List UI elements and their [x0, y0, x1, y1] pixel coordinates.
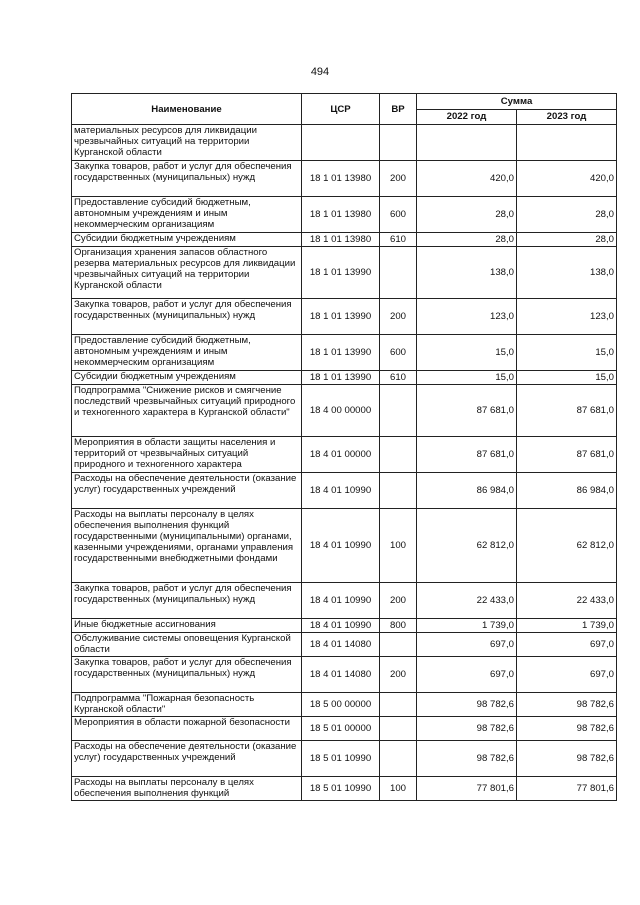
table-row	[72, 125, 617, 161]
row-csr: 18 1 01 13980	[302, 233, 380, 247]
row-csr: 18 5 00 00000	[302, 693, 380, 717]
row-name: Субсидии бюджетным учреждениям	[72, 233, 302, 247]
row-sum-2023: 28,0	[517, 197, 617, 233]
page-number: 494	[310, 66, 330, 78]
row-name: Подпрограмма "Снижение рисков и смягчение последствий чрезвычайных ситуаций природного и техногенного характера в Курганской области"	[72, 385, 302, 437]
row-sum-2023: 98 782,6	[517, 717, 617, 741]
header-year-2022: 2022 год	[417, 109, 517, 125]
row-name: Подпрограмма "Пожарная безопасность Курганской области"	[72, 693, 302, 717]
row-sum-2022: 28,0	[417, 233, 517, 247]
row-csr: 18 1 01 13990	[302, 371, 380, 385]
row-csr: 18 5 01 00000	[302, 717, 380, 741]
table-row	[72, 371, 617, 385]
row-sum-2023: 87 681,0	[517, 385, 617, 437]
header-csr: ЦСР	[302, 94, 380, 125]
row-csr: 18 4 01 14080	[302, 633, 380, 657]
row-sum-2022: 98 782,6	[417, 693, 517, 717]
row-sum-2022: 1 739,0	[417, 619, 517, 633]
row-vr: 200	[380, 657, 417, 693]
header-sum: Сумма	[417, 94, 617, 110]
table-row	[72, 299, 617, 335]
table-row	[72, 657, 617, 693]
row-name: Предоставление субсидий бюджетным, автономным учреждениям и иным некоммерческим организациям	[72, 335, 302, 371]
row-csr: 18 4 01 10990	[302, 509, 380, 583]
row-sum-2022: 15,0	[417, 335, 517, 371]
row-sum-2022: 697,0	[417, 657, 517, 693]
row-sum-2023: 15,0	[517, 371, 617, 385]
row-sum-2022: 420,0	[417, 161, 517, 197]
header-year-2023: 2023 год	[517, 109, 617, 125]
row-sum-2022: 22 433,0	[417, 583, 517, 619]
row-sum-2023: 15,0	[517, 335, 617, 371]
row-csr: 18 4 01 00000	[302, 437, 380, 473]
row-name: Иные бюджетные ассигнования	[72, 619, 302, 633]
row-csr: 18 1 01 13980	[302, 197, 380, 233]
row-sum-2023	[517, 125, 617, 161]
row-name: Расходы на выплаты персоналу в целях обеспечения выполнения функций	[72, 777, 302, 801]
table-row	[72, 197, 617, 233]
row-csr: 18 4 01 14080	[302, 657, 380, 693]
row-sum-2023: 420,0	[517, 161, 617, 197]
row-vr	[380, 633, 417, 657]
row-name: Расходы на обеспечение деятельности (оказание услуг) государственных учреждений	[72, 473, 302, 509]
row-vr: 100	[380, 509, 417, 583]
row-sum-2022	[417, 125, 517, 161]
row-vr	[380, 717, 417, 741]
row-sum-2022: 98 782,6	[417, 717, 517, 741]
row-name: Субсидии бюджетным учреждениям	[72, 371, 302, 385]
row-vr	[380, 385, 417, 437]
row-csr	[302, 125, 380, 161]
row-sum-2023: 138,0	[517, 247, 617, 299]
table-row	[72, 161, 617, 197]
row-csr: 18 4 01 10990	[302, 583, 380, 619]
row-name: Закупка товаров, работ и услуг для обеспечения государственных (муниципальных) нужд	[72, 657, 302, 693]
row-vr: 600	[380, 335, 417, 371]
row-csr: 18 5 01 10990	[302, 777, 380, 801]
row-vr: 200	[380, 299, 417, 335]
row-name: Предоставление субсидий бюджетным, автономным учреждениям и иным некоммерческим организациям	[72, 197, 302, 233]
row-name: Организация хранения запасов областного резерва материальных ресурсов для ликвидации чрезвычайных ситуаций на территории Курганской области	[72, 247, 302, 299]
table-row	[72, 437, 617, 473]
row-vr	[380, 437, 417, 473]
table-row	[72, 619, 617, 633]
row-vr: 100	[380, 777, 417, 801]
table-row	[72, 717, 617, 741]
row-sum-2022: 123,0	[417, 299, 517, 335]
row-vr	[380, 741, 417, 777]
row-sum-2022: 62 812,0	[417, 509, 517, 583]
row-name: Расходы на выплаты персоналу в целях обеспечения выполнения функций государственными (муниципальными) органами, казенными учреждениями, органами управления государственными внебюджетными фондами	[72, 509, 302, 583]
row-name: Расходы на обеспечение деятельности (оказание услуг) государственных учреждений	[72, 741, 302, 777]
row-sum-2023: 87 681,0	[517, 437, 617, 473]
row-name: Закупка товаров, работ и услуг для обеспечения государственных (муниципальных) нужд	[72, 161, 302, 197]
row-csr: 18 4 01 10990	[302, 473, 380, 509]
table-row	[72, 633, 617, 657]
row-name: Закупка товаров, работ и услуг для обеспечения государственных (муниципальных) нужд	[72, 583, 302, 619]
row-sum-2023: 28,0	[517, 233, 617, 247]
table-row	[72, 233, 617, 247]
table-row	[72, 741, 617, 777]
row-sum-2023: 697,0	[517, 657, 617, 693]
row-sum-2022: 87 681,0	[417, 385, 517, 437]
row-sum-2022: 98 782,6	[417, 741, 517, 777]
row-sum-2023: 123,0	[517, 299, 617, 335]
table-row	[72, 335, 617, 371]
row-csr: 18 1 01 13990	[302, 335, 380, 371]
row-sum-2023: 86 984,0	[517, 473, 617, 509]
row-csr: 18 5 01 10990	[302, 741, 380, 777]
row-csr: 18 4 00 00000	[302, 385, 380, 437]
table-body	[72, 125, 617, 801]
table-row	[72, 473, 617, 509]
header-name: Наименование	[72, 94, 302, 125]
table-row	[72, 385, 617, 437]
row-name: Закупка товаров, работ и услуг для обеспечения государственных (муниципальных) нужд	[72, 299, 302, 335]
budget-table	[71, 93, 617, 801]
row-sum-2023: 697,0	[517, 633, 617, 657]
row-sum-2022: 87 681,0	[417, 437, 517, 473]
row-sum-2022: 697,0	[417, 633, 517, 657]
table-row	[72, 693, 617, 717]
row-vr: 600	[380, 197, 417, 233]
row-vr	[380, 125, 417, 161]
row-sum-2022: 138,0	[417, 247, 517, 299]
row-csr: 18 4 01 10990	[302, 619, 380, 633]
row-vr: 610	[380, 233, 417, 247]
row-vr: 610	[380, 371, 417, 385]
table-row	[72, 777, 617, 801]
row-csr: 18 1 01 13980	[302, 161, 380, 197]
row-sum-2022: 15,0	[417, 371, 517, 385]
row-sum-2023: 62 812,0	[517, 509, 617, 583]
table-row	[72, 509, 617, 583]
row-sum-2023: 22 433,0	[517, 583, 617, 619]
row-name: Мероприятия в области пожарной безопасности	[72, 717, 302, 741]
row-sum-2022: 86 984,0	[417, 473, 517, 509]
row-sum-2023: 1 739,0	[517, 619, 617, 633]
row-name: Обслуживание системы оповещения Курганской области	[72, 633, 302, 657]
header-vr: ВР	[380, 94, 417, 125]
row-vr	[380, 247, 417, 299]
row-sum-2023: 77 801,6	[517, 777, 617, 801]
table-row	[72, 583, 617, 619]
row-name: материальных ресурсов для ликвидации чрезвычайных ситуаций на территории Курганской области	[72, 125, 302, 161]
row-vr: 200	[380, 161, 417, 197]
table-header	[72, 94, 617, 125]
row-csr: 18 1 01 13990	[302, 247, 380, 299]
row-csr: 18 1 01 13990	[302, 299, 380, 335]
row-sum-2023: 98 782,6	[517, 693, 617, 717]
table-row	[72, 247, 617, 299]
row-sum-2023: 98 782,6	[517, 741, 617, 777]
row-vr: 200	[380, 583, 417, 619]
row-name: Мероприятия в области защиты населения и территорий от чрезвычайных ситуаций природного и техногенного характера	[72, 437, 302, 473]
row-vr	[380, 473, 417, 509]
row-vr: 800	[380, 619, 417, 633]
row-sum-2022: 28,0	[417, 197, 517, 233]
row-vr	[380, 693, 417, 717]
row-sum-2022: 77 801,6	[417, 777, 517, 801]
